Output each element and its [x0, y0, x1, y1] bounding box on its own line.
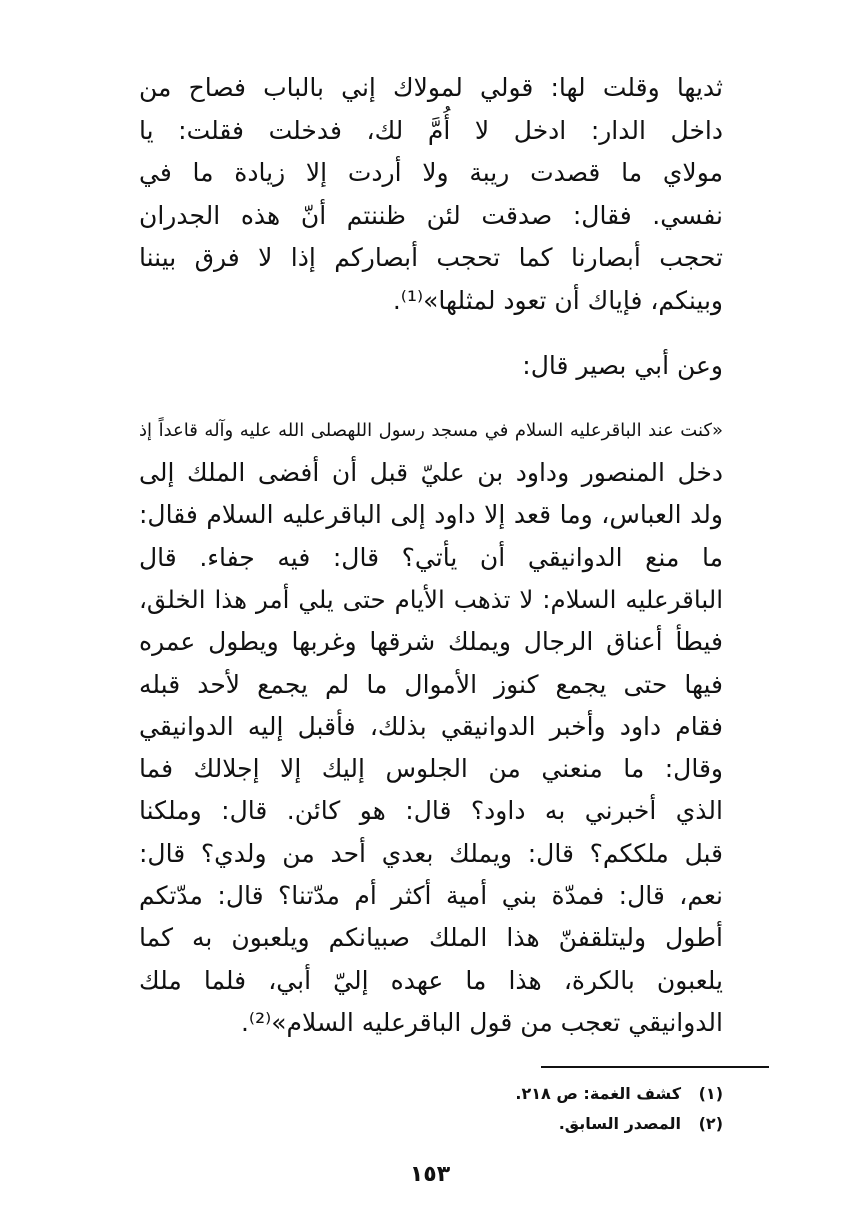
body-line: نفسي. فقال: صدقت لئن ظننتم أنّ هذه الجدران: [139, 201, 723, 230]
body-line: الذي أخبرني به داود؟ قال: هو كائن. قال: وملكنا: [139, 796, 723, 825]
footnote: [123, 1111, 723, 1137]
section-heading: وعن أبي بصير قال:: [522, 351, 723, 380]
body-line: الباقر‏عليه السلام: لا تذهب الأيام حتى يلي أمر هذا الخلق،: [139, 585, 723, 614]
body-line: نعم، قال: فمدّة بني أمية أكثر أم مدّتنا؟ قال: مدّتكم: [139, 881, 723, 910]
footnote: [123, 1081, 723, 1107]
body-line: وبينكم، فإياك أن تعود لمثلها»⁽¹⁾.: [392, 286, 723, 315]
body-line: تحجب أبصارنا كما تحجب أبصاركم إذا لا فرق بيننا: [139, 243, 723, 272]
footnote-number: (٢): [698, 1114, 723, 1133]
page-number: ١٥٣: [409, 1162, 451, 1187]
footnote-text: كشف الغمة: ص ٢١٨.: [515, 1084, 681, 1103]
body-line: فيها حتى يجمع كنوز الأموال ما لم يجمع لأحد قبله: [139, 670, 723, 699]
body-line: ما منع الدوانيقي أن يأتي؟ قال: فيه جفاء. قال: [139, 543, 723, 572]
body-line: قبل ملككم؟ قال: ويملك بعدي أحد من ولدي؟ قال:: [139, 839, 723, 868]
body-line: داخل الدار: ادخل لا أُمَّ لك، فدخلت فقلت: يا: [139, 116, 723, 145]
body-line: وقال: ما منعني من الجلوس إليك إلا إجلالك فما: [139, 754, 723, 783]
body-line: ولد العباس، وما قعد إلا داود إلى الباقر‏عليه السلام فقال:: [139, 500, 723, 529]
body-line: ثديها وقلت لها: قولي لمولاك إني بالباب فصاح من: [139, 73, 723, 102]
body-line: أطول وليتلقفنّ هذا الملك صبيانكم ويلعبون به كما: [139, 923, 723, 952]
footnote-number: (١): [698, 1084, 723, 1103]
body-line: فقام داود وأخبر الدوانيقي بذلك، فأقبل إليه الدوانيقي: [139, 712, 723, 741]
footnote-text: المصدر السابق.: [558, 1114, 681, 1133]
body-line: يلعبون بالكرة، هذا ما عهده إليّ أبي، فلما ملك: [139, 966, 723, 995]
footnote-divider: [541, 1066, 769, 1068]
body-line: فيطأ أعناق الرجال ويملك شرقها وغربها ويطول عمره: [139, 627, 723, 656]
body-line: الدوانيقي تعجب من قول الباقر‏عليه السلام»⁽²⁾.: [240, 1008, 723, 1037]
body-line: «كنت عند الباقر‏عليه السلام في مسجد رسول الله‏صلى الله عليه وآله قاعداً إذ: [139, 420, 723, 441]
body-line: مولاي ما قصدت ريبة ولا أردت إلا زيادة ما في: [139, 158, 723, 187]
body-line: دخل المنصور وداود بن عليّ قبل أن أفضى الملك إلى: [139, 458, 723, 487]
